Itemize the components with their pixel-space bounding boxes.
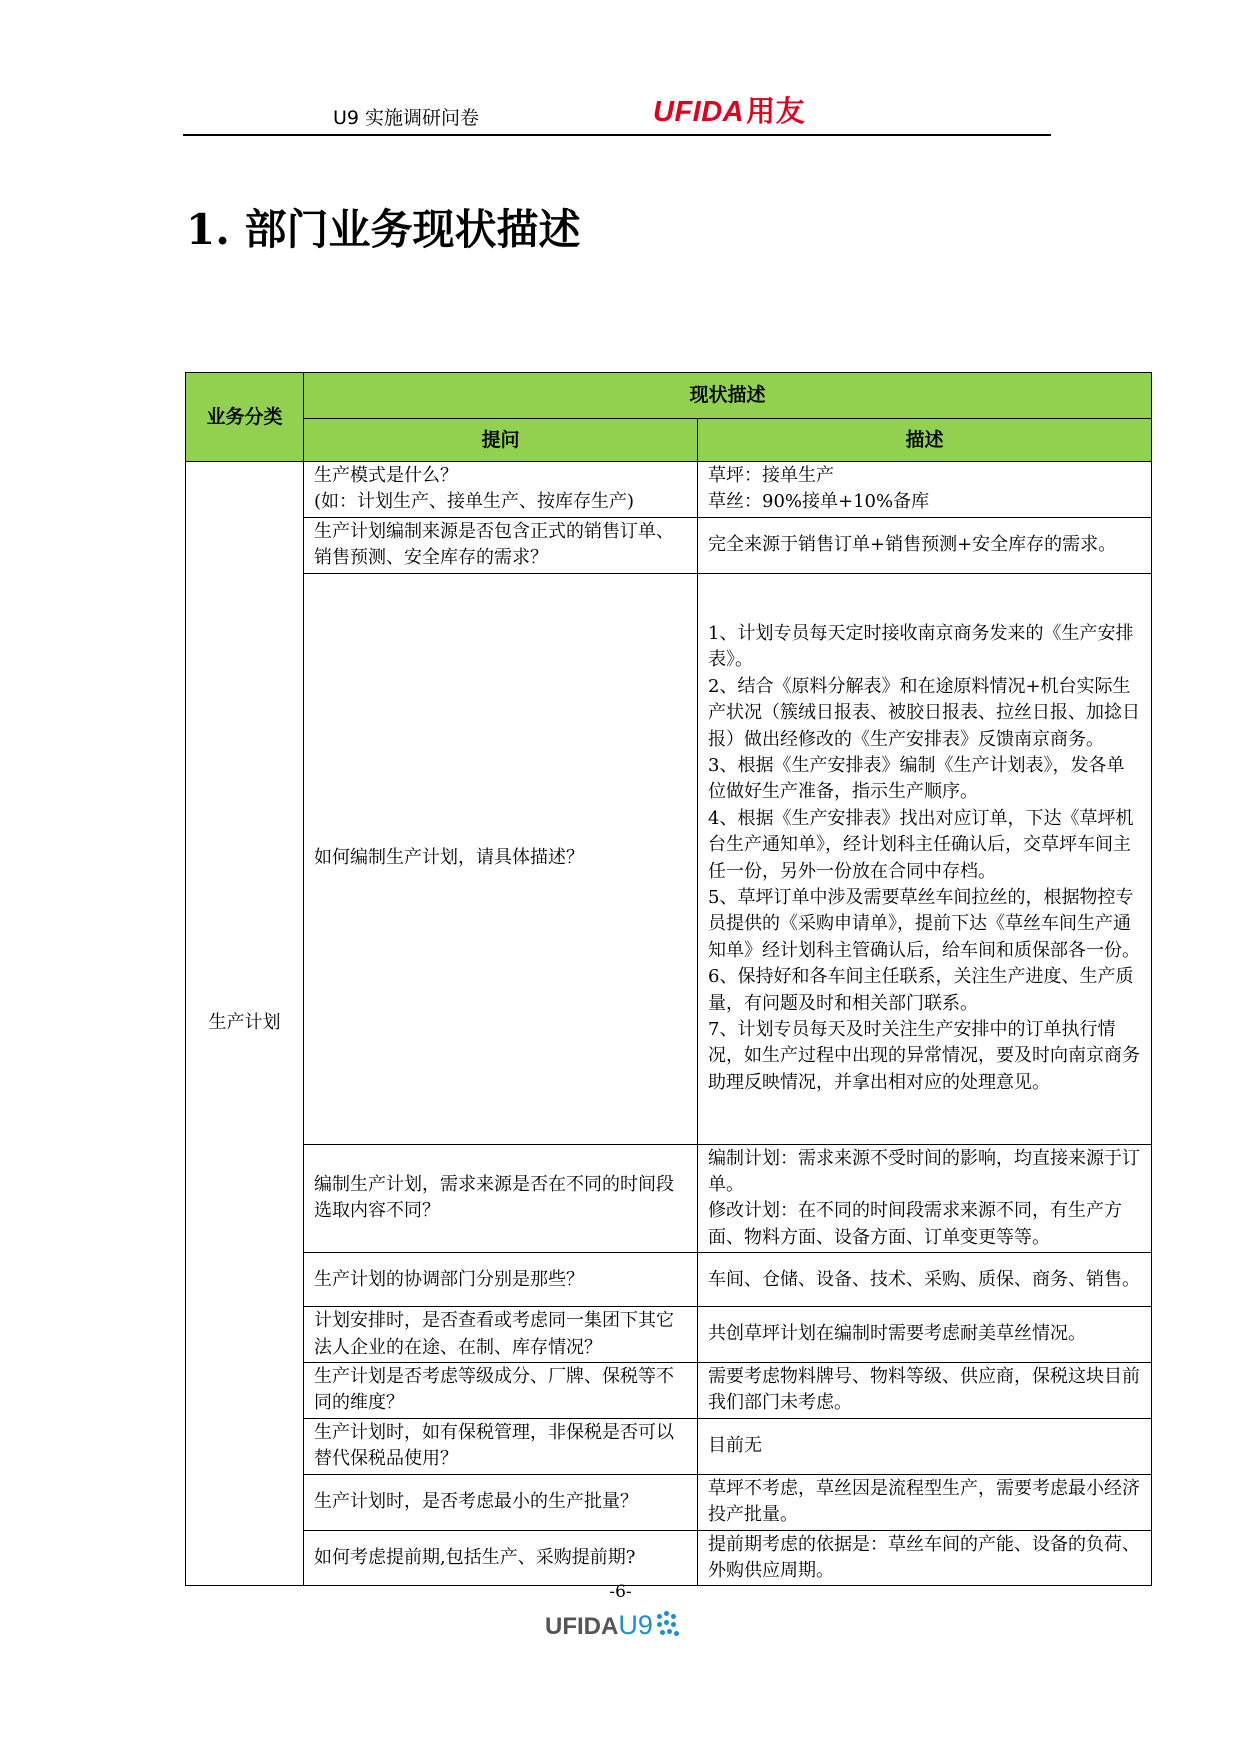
description-cell: 草坪不考虑，草丝因是流程型生产，需要考虑最小经济投产批量。 bbox=[698, 1474, 1152, 1530]
question-cell: 生产计划的协调部门分别是那些？ bbox=[304, 1253, 698, 1307]
page-number: -6- bbox=[609, 1582, 632, 1602]
description-cell: 目前无 bbox=[698, 1418, 1152, 1474]
table-row bbox=[186, 1253, 1152, 1307]
question-cell: 计划安排时，是否查看或考虑同一集团下其它法人企业的在途、在制、库存情况？ bbox=[304, 1307, 698, 1363]
header-description: 描述 bbox=[698, 419, 1152, 462]
table-row bbox=[186, 1530, 1152, 1586]
description-cell: 草坪：接单生产 草丝：90%接单+10%备库 bbox=[698, 462, 1152, 518]
header-title: U9 实施调研问卷 bbox=[333, 107, 480, 129]
question-cell: 如何编制生产计划，请具体描述？ bbox=[304, 573, 698, 1144]
logo-cn: 用友 bbox=[746, 96, 806, 128]
table-row bbox=[186, 1363, 1152, 1419]
question-cell: 生产计划是否考虑等级成分、厂牌、保税等不同的维度？ bbox=[304, 1363, 698, 1419]
logo-brand: UFIDA bbox=[653, 96, 745, 128]
footer-brand: UFIDA bbox=[545, 1613, 619, 1640]
ufida-u9-logo bbox=[545, 1610, 681, 1641]
table-row bbox=[186, 1144, 1152, 1253]
description-cell: 车间、仓储、设备、技术、采购、质保、商务、销售。 bbox=[698, 1253, 1152, 1307]
header-divider bbox=[183, 134, 1051, 136]
header-question: 提问 bbox=[304, 419, 698, 462]
description-cell: 需要考虑物料牌号、物料等级、供应商，保税这块目前我们部门未考虑。 bbox=[698, 1363, 1152, 1419]
section-title: 1. 部门业务现状描述 bbox=[186, 205, 581, 254]
question-cell: 如何考虑提前期,包括生产、采购提前期? bbox=[304, 1530, 698, 1586]
description-cell: 编制计划：需求来源不受时间的影响，均直接来源于订单。 修改计划：在不同的时间段需求来源不同，有生产方面、物料方面、设备方面、订单变更等等。 bbox=[698, 1144, 1152, 1253]
table-row bbox=[186, 573, 1152, 1144]
dots-icon bbox=[655, 1610, 681, 1640]
table-row bbox=[186, 517, 1152, 573]
table-row bbox=[186, 1418, 1152, 1474]
question-cell: 生产模式是什么？ (如：计划生产、接单生产、按库存生产) bbox=[304, 462, 698, 518]
header-category: 业务分类 bbox=[186, 373, 304, 462]
category-cell: 生产计划 bbox=[186, 462, 304, 1586]
page-header bbox=[183, 95, 1051, 133]
header-status: 现状描述 bbox=[304, 373, 1152, 419]
description-cell: 共创草坪计划在编制时需要考虑耐美草丝情况。 bbox=[698, 1307, 1152, 1363]
table-row bbox=[186, 462, 1152, 518]
status-table bbox=[185, 372, 1152, 1586]
table-row bbox=[186, 1307, 1152, 1363]
description-cell: 完全来源于销售订单+销售预测+安全库存的需求。 bbox=[698, 517, 1152, 573]
question-cell: 生产计划编制来源是否包含正式的销售订单、销售预测、安全库存的需求？ bbox=[304, 517, 698, 573]
question-cell: 生产计划时，如有保税管理，非保税是否可以替代保税品使用？ bbox=[304, 1418, 698, 1474]
question-cell: 生产计划时，是否考虑最小的生产批量？ bbox=[304, 1474, 698, 1530]
ufida-logo bbox=[653, 89, 805, 130]
table-body bbox=[186, 462, 1152, 1586]
description-cell: 1、计划专员每天定时接收南京商务发来的《生产安排表》。 2、结合《原料分解表》和在途原料情况+机台实际生产状况（簇绒日报表、被胶日报表、拉丝日报、加捻日报）做出经修改的《生产安排表》反馈南京商务。 3、根据《生产安排表》编制《生产计划表》，发各单位做好生产准备，指示生产顺序。 4、根据《生产安排表》找出对应订单，下达《草坪机台生产通知单》，经计划科主任确认后，交草坪车间主任一份，另外一份放在合同中存档。 5、草坪订单中涉及需要草丝车间拉丝的，根据物控专员提供的《采购申请单》，提前下达《草丝车间生产通知单》经计划科主管确认后，给车间和质保部各一份。 6、保持好和各车间主任联系，关注生产进度、生产质量，有问题及时和相关部门联系。 7、计划专员每天及时关注生产安排中的订单执行情况，如生产过程中出现的异常情况，要及时向南京商务助理反映情况，并拿出相对应的处理意见。 bbox=[698, 573, 1152, 1144]
footer-product: U9 bbox=[618, 1610, 653, 1640]
table-row bbox=[186, 1474, 1152, 1530]
question-cell: 编制生产计划，需求来源是否在不同的时间段选取内容不同？ bbox=[304, 1144, 698, 1253]
description-cell: 提前期考虑的依据是：草丝车间的产能、设备的负荷、外购供应周期。 bbox=[698, 1530, 1152, 1586]
